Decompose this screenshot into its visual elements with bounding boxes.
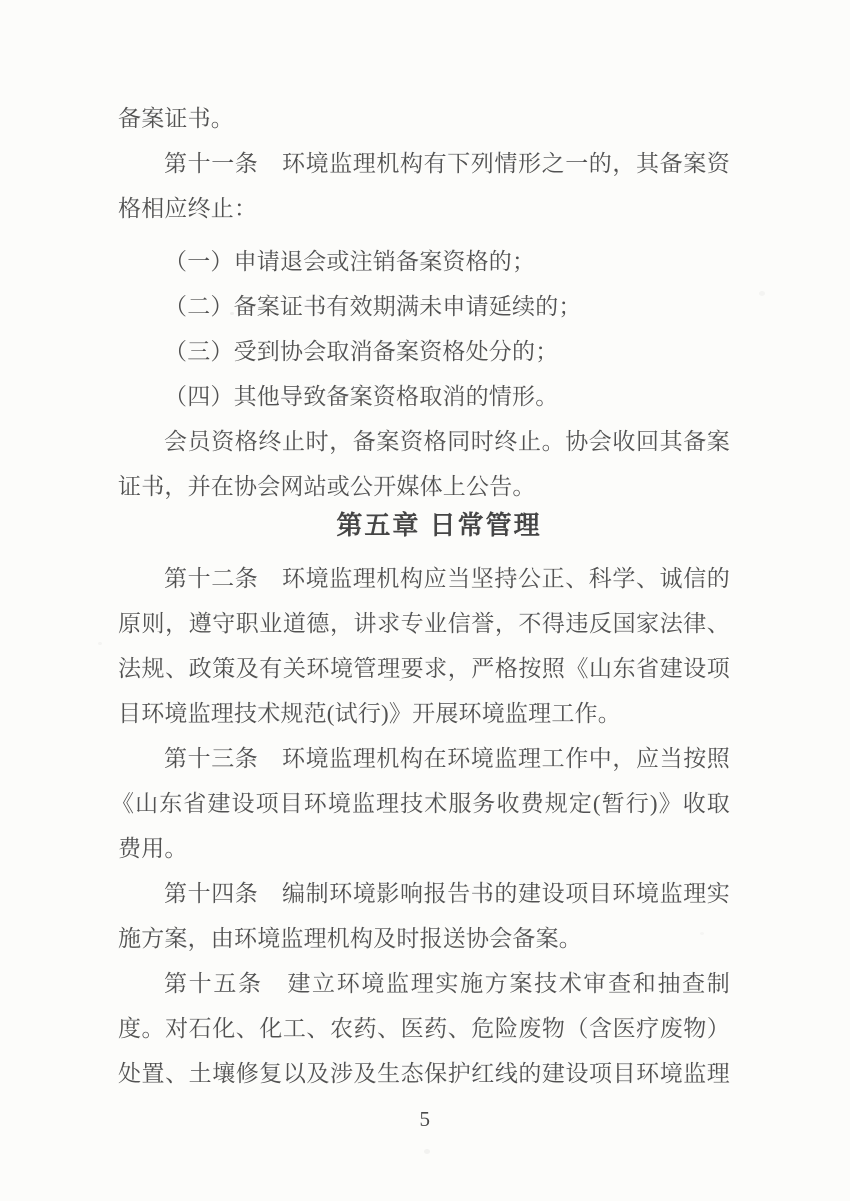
text-line: 第十三条 环境监理机构在环境监理工作中，应当按照: [164, 746, 730, 771]
document-text-column: [111, 96, 730, 1096]
text-line: 备案证书。: [118, 106, 234, 131]
text-line: 第十二条 环境监理机构应当坚持公正、科学、诚信的: [164, 566, 730, 591]
text-line: 第十五条 建立环境监理实施方案技术审查和抽查制: [164, 971, 730, 996]
list-item: （一）申请退会或注销备案资格的；: [164, 249, 536, 274]
text-line: 处置、土壤修复以及涉及生态保护红线的建设项目环境监理: [118, 1061, 730, 1086]
text-line: 证书，并在协会网站或公开媒体上公告。: [118, 474, 536, 499]
text-line: 费用。: [118, 836, 188, 861]
text-line: 施方案，由环境监理机构及时报送协会备案。: [118, 926, 582, 951]
text-line: 第十四条 编制环境影响报告书的建设项目环境监理实: [164, 881, 730, 906]
list-item: （二）备案证书有效期满未申请延续的；: [164, 294, 582, 319]
chapter-heading: 第五章 日常管理: [336, 510, 542, 540]
text-line: 第十一条 环境监理机构有下列情形之一的，其备案资: [164, 151, 730, 176]
list-item: （三）受到协会取消备案资格处分的；: [164, 339, 559, 364]
text-line: 原则，遵守职业道德，讲求专业信誉，不得违反国家法律、: [118, 611, 730, 636]
text-line: 法规、政策及有关环境管理要求，严格按照《山东省建设项: [118, 656, 730, 681]
text-line: 格相应终止：: [118, 196, 258, 221]
enumerated-list: [118, 239, 730, 419]
text-line: 目环境监理技术规范(试行)》开展环境监理工作。: [118, 701, 621, 726]
text-line: 会员资格终止时，备案资格同时终止。协会收回其备案: [164, 429, 730, 454]
page-number: 5: [419, 1107, 431, 1131]
list-item: （四）其他导致备案资格取消的情形。: [164, 384, 559, 409]
text-line: 度。对石化、化工、农药、医药、危险废物（含医疗废物）: [118, 1016, 730, 1041]
text-line: 《山东省建设项目环境监理技术服务收费规定(暂行)》收取: [111, 791, 730, 816]
